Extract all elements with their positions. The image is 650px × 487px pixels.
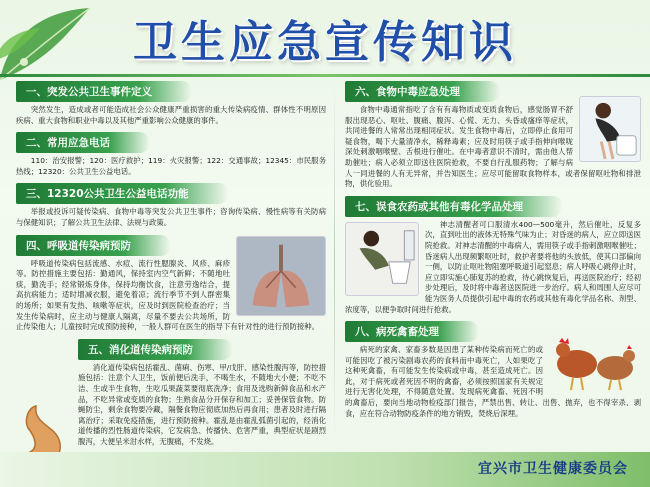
section-body: 举报或投诉可疑传染病、食物中毒等突发公共卫生事件；咨询传染病、慢性病等有关防病与保健知识；了解公共卫生法律、法规与政策。 xyxy=(16,207,326,227)
footer-organization: 宜兴市卫生健康委员会 xyxy=(478,461,628,477)
left-column xyxy=(16,80,326,474)
section-body: 神志清醒者可口服清水400—500毫升，然后催吐，反复多次，直到吐出的液体无特殊气味为止；对昏迷的病人，应立即送医院抢救。对神志清醒的中毒病人，需用筷子或手指刺激咽喉催吐；昏迷病人出现频繁呕吐时，救护者要将他的头放低，使其口部偏向一侧，以防止呕吐物阻塞呼吸道引起窒息；病人呼吸心跳停止时，应立即实施心肺复苏的抢救，待心跳恢复后，再送医院治疗；经初步处理后，及时将中毒者送医院进一步治疗。病人和周围人应尽可能为医务人员提供引起中毒的农药或其他有毒化学品名称、剂型、浓度等，以便争取时间进行抢救。 xyxy=(345,219,641,314)
section-heading: 二、常用应急电话 xyxy=(16,132,150,153)
vomiting-woman-image-icon xyxy=(579,96,641,162)
section-body: 病死的家禽、家畜多数是因患了某种传染病而死亡的或可能因吃了被污染剧毒农药的食料而中毒死亡，人如果吃了这种死禽畜，有可能发生传染病或中毒，甚至造成死亡。因此，对于病死或者死因不明的禽畜，必须按照国家有关规定进行无害化处理，不得随意处置。发现病死禽畜、死因不明的禽畜后，要向当地动物检疫部门报告，严禁出售、转让、出售、抛弃，也不得宰杀、剥食，应在符合动物防疫条件的地方销毁，焚烧后深埋。 xyxy=(345,345,641,418)
section-pesticide-poisoning xyxy=(345,195,641,315)
section-emergency-phones xyxy=(16,131,326,177)
right-column xyxy=(345,80,641,424)
section-dead-livestock xyxy=(345,320,641,419)
section-heading: 八、病死禽畜处理 xyxy=(345,321,479,342)
section-body: 110：治安报警；120：医疗救护；119：火灾报警；122：交通事故；12345：市民服务热线；12320：公共卫生公益电话。 xyxy=(16,156,326,176)
section-heading: 三、12320公共卫生公益电话功能 xyxy=(16,183,229,204)
section-heading: 四、呼吸道传染病预防 xyxy=(16,235,171,256)
lungs-image-icon xyxy=(236,236,326,316)
section-body: 消化道传染病包括霍乱、菌痢、伤寒、甲/戊肝、感染性腹泻等，防控措施包括：注意个人卫生，饭前便后洗手，不喝生水，不随地大小便；不吃不洁、生或半生食物，生吃瓜果蔬菜要彻底洗净；食用及选购新鲜食品和水产品，不吃异常或变质的食物；生熟食品分开保存和加工；妥善保管食物。防蝇防尘，剩余食物要冷藏，隔餐食物应彻底加热后再食用；患者及时进行隔离治疗；采取免疫措施，进行预防接种。霍乱是由霍乱弧菌引起的，经消化道传播的烈性肠道传染病，它发病急、传播快、危害严重，典型症状是剧烈腹泻，大便呈米泔水样，无腹痛，不发烧。 xyxy=(78,362,326,446)
section-body: 呼吸道传染病包括流感、水痘、流行性腮腺炎、风疹、麻疹等。防控措施主要包括：勤通风，保持室内空气新鲜；不随地吐痰，勤洗手；经常锻炼身体，保持均衡饮食，注意劳逸结合，提高抗病能力；适时增减衣服，避免着凉；流行季节不到人群密集的场所；如果有发热、咳嗽等症状，应及时到医院检查治疗；当发生传染病时，应主动与健康人隔离，尽量不要去公共场所，防止传染他人；儿童按时完成预防接种，一般人群可在医生的指导下有针对性的进行预防接种。 xyxy=(16,258,320,332)
page-title: 卫生应急宣传知识 xyxy=(133,17,517,68)
column-divider xyxy=(334,82,335,442)
section-food-poisoning xyxy=(345,80,641,190)
section-heading: 一、突发公共卫生事件定义 xyxy=(16,81,192,102)
section-heading: 七、误食农药或其他有毒化学品处理 xyxy=(345,196,563,217)
section-digestive-prevention xyxy=(16,338,326,448)
section-emergency-definition xyxy=(16,80,326,126)
section-heading: 六、食物中毒应急处理 xyxy=(345,81,500,102)
section-body: 突然发生，造成或者可能造成社会公众健康严重损害的重大传染病疫情、群体性不明原因疾病、重大食物和职业中毒以及其他严重影响公众健康的事件。 xyxy=(16,105,326,125)
sick-man-toilet-image-icon xyxy=(345,222,419,296)
section-body: 食物中毒通常指吃了含有有毒物质或变质食物后，感觉肠胃不舒服出现恶心、呕吐、腹痛、腹泻、心慌、无力、头昏或瘙痒等症状，共同进餐的人常常出现相同症状。发生食物中毒后，立即停止食用可疑食物，喝下大量清净水，稀释毒素；应及时用筷子或手指伸向喉咙深处刺激咽喉壁、舌根进行催吐。在中毒者意识不清时，需由他人帮助催吐；病人必须立即送往医院抢救，不要自行乱服药物；了解与病人一同进餐的人有无异常，并告知医生；应尽可能留取食物样本，或者保留呕吐物和排泄物，供化验用。 xyxy=(345,105,641,189)
section-12320-functions xyxy=(16,182,326,228)
title-bar xyxy=(0,14,650,72)
title-underline xyxy=(0,74,650,77)
chickens-image-icon xyxy=(549,330,641,392)
section-heading: 五、消化道传染病预防 xyxy=(78,339,233,360)
section-respiratory-prevention xyxy=(16,234,326,333)
